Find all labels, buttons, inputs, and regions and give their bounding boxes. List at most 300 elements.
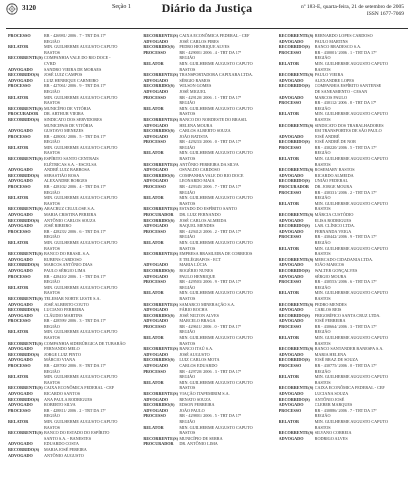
field-value: RR - 428102/ 2006 . 4 - TRT DA 17ª <box>44 184 106 190</box>
field-label: ADVOGADO <box>278 217 304 223</box>
field-value: CVRD <box>44 60 56 66</box>
field-value: RR - 430442/ 2006 . 9 - TRT DA 17ª <box>314 234 377 240</box>
field-value: CARLOS REIS <box>314 307 342 313</box>
field-value: LUIZ CARLOS MOTA <box>179 357 220 363</box>
field-value: SINDICATO DOS TRABALHADORES <box>314 122 384 128</box>
field-value: RR - 429611/ 2006 . 0 - TRT DA 17ª <box>179 323 241 329</box>
field-value: MIN. GUILHERME AUGUSTO CAPUTO <box>44 44 118 50</box>
case-entry-line <box>143 441 272 447</box>
field-label: PROCESSO <box>278 279 302 285</box>
field-value: TRANSPORTADORA CAPIXABA LTDA. <box>179 72 253 78</box>
field-value: BASTOS <box>314 340 331 346</box>
field-label: RECORRENTE(S) <box>8 385 43 391</box>
field-label: RECORRENTE(S) <box>278 72 314 78</box>
field-label: ADVOGADO <box>143 363 169 369</box>
field-label: PROCESSO <box>278 234 302 240</box>
field-value: BASTOS <box>314 251 331 257</box>
field-label: ADVOGADO <box>278 133 304 139</box>
field-label: RECORRENTE(S) <box>278 430 314 436</box>
field-value: FRIGORÍFICO SANTA CRUZ LTDA. <box>314 312 381 318</box>
field-label: RECORRENTE(S) <box>8 55 43 61</box>
field-label: ADVOGADO <box>143 178 169 184</box>
field-value: MIN. GUILHERME AUGUSTO CAPUTO <box>314 374 389 380</box>
field-value: WILSON GOMES <box>179 83 212 89</box>
field-value: MIN. GUILHERME AUGUSTO CAPUTO <box>44 144 118 150</box>
field-value: EM TRANSPORTES DE SÃO PAULO <box>314 128 382 134</box>
field-label: RECORRENTE(S) <box>278 256 314 262</box>
field-label: RECORRIDO(S) <box>278 312 310 318</box>
field-value: JORGE LUIZ PINTO <box>44 351 81 357</box>
field-value: CLÁUDIO MARTINS <box>44 312 83 318</box>
field-value: BASTOS <box>44 379 60 385</box>
field-value: REGIÃO <box>44 279 60 285</box>
field-label: ADVOGADO <box>143 307 169 313</box>
field-value: BASTOS <box>44 335 60 341</box>
field-label: RELATOR <box>143 290 164 296</box>
field-value: BASTOS <box>314 161 331 167</box>
field-value: ARACRUZ CELULOSE S.A. <box>44 206 95 212</box>
field-label: PROCESSO <box>278 49 302 55</box>
field-value: RR - 430886/ 2006 . 7 - TRT DA 17ª <box>314 407 377 413</box>
field-value: MIN. GUILHERME AUGUSTO CAPUTO <box>179 379 253 385</box>
field-value: MIN. GUILHERME AUGUSTO CAPUTO <box>179 150 253 156</box>
field-value: EDUARDO COSTA <box>44 441 79 447</box>
field-value: MIN. GUILHERME AUGUSTO CAPUTO <box>314 156 389 162</box>
field-label: RECORRIDO(S) <box>278 357 310 363</box>
field-value: PEDRO MENDES <box>314 301 347 307</box>
issn: ISSN 1677-7069 <box>366 11 404 17</box>
field-value: REGIÃO <box>179 234 196 240</box>
field-label: RECORRENTE(S) <box>278 346 314 352</box>
issue-meta <box>301 4 404 18</box>
field-label: RELATOR <box>278 418 299 424</box>
field-value: REGIÃO <box>44 323 60 329</box>
columns-container <box>8 33 408 496</box>
field-label: PROCESSO <box>143 413 166 419</box>
issue-info: nº 183-E, quarta-feira, 21 de setembro de 2005 <box>301 4 404 10</box>
field-value: FÁBIO ROCHA <box>179 307 208 313</box>
field-label: RELATOR <box>8 195 29 201</box>
field-value: EMPRESA BRASILEIRA DE CORREIOS <box>179 251 253 257</box>
field-value: JOSÉ MIGUEL <box>179 88 207 94</box>
field-value: RR - 430664/ 2006 . 3 - TRT DA 17ª <box>314 323 377 329</box>
field-label: ADVOGADO <box>8 77 33 83</box>
field-label: PROCESSO <box>278 100 302 106</box>
field-value: BASTOS <box>314 379 331 385</box>
field-value: BANCO DO ESTADO DO ESPÍRITO <box>44 430 110 436</box>
field-label: RELATOR <box>143 150 164 156</box>
field-label: ADVOGADO <box>143 273 169 279</box>
field-value: RR - 430112/ 2006 . 8 - TRT DA 17ª <box>314 100 377 106</box>
field-value: SANTO S.A. - BANESTES <box>44 435 92 441</box>
field-label: PROCESSO <box>143 94 166 100</box>
field-value: COMPANHIA VALE DO RIO DOCE - <box>44 55 111 61</box>
field-value: REGIÃO <box>44 88 60 94</box>
field-value: REGIÃO <box>179 144 196 150</box>
field-value: LEONARDO MAIA <box>179 178 215 184</box>
field-value: REGIÃO <box>314 55 331 61</box>
field-value: BANCO DO BRASIL S.A. <box>44 251 91 257</box>
field-label: RECORRENTE(S) <box>278 301 314 307</box>
field-value: RR - 428001/ 2006 . 5 - TRT DA 17ª <box>44 133 106 139</box>
field-value: MIN. GUILHERME AUGUSTO CAPUTO <box>314 60 389 66</box>
field-label: RECORRIDO(S) <box>8 262 40 268</box>
field-value: ROBERTO SILVA <box>44 402 76 408</box>
field-label: ADVOGADO <box>8 223 33 229</box>
field-label: PROCESSO <box>8 273 31 279</box>
page-number: 3120 <box>22 4 36 12</box>
field-value: ANA PAULA RODRIGUES <box>44 396 93 402</box>
field-value: SILVANO CORREIA <box>314 430 352 436</box>
field-label: RECORRENTE(S) <box>8 105 43 111</box>
field-label: RECORRENTE(S) <box>278 122 314 128</box>
field-label: ADVOGADO <box>8 346 33 352</box>
field-value: PAULO MARTINS <box>314 38 348 44</box>
field-label: ADVOGADO <box>278 228 304 234</box>
field-label: ADVOGADO <box>278 262 304 268</box>
field-label: ADVOGADO <box>8 267 33 273</box>
field-value: MUNICIPAIS DE VITÓRIA <box>44 122 93 128</box>
field-label: ADVOGADO <box>8 212 33 217</box>
field-label: RECORRIDO(S) <box>8 446 40 452</box>
field-label: RELATOR <box>8 284 29 290</box>
field-value: LUCIANA SOUZA <box>314 391 349 396</box>
field-label: RECORRIDO(S) <box>8 172 40 178</box>
field-value: BASTOS <box>314 66 331 72</box>
section-label: Seção 1 <box>112 4 131 10</box>
field-label: ADVOGADO <box>143 167 169 173</box>
field-value: COMPANHIA ESPÍRITO SANTENSE <box>314 83 382 89</box>
field-value: MIN. GUILHERME AUGUSTO CAPUTO <box>179 239 253 245</box>
field-label: ADVOGADO <box>143 318 169 324</box>
field-value: REGIÃO <box>314 239 331 245</box>
case-entry-line <box>279 436 408 442</box>
text-column-1 <box>8 33 137 496</box>
field-label: RELATOR <box>278 374 299 380</box>
field-value: RAQUEL MENDES <box>179 223 215 229</box>
field-value: REGIÃO <box>179 55 196 61</box>
field-value: JOSÉ RIBEIRO <box>44 223 72 229</box>
field-label: RECORRENTE(S) <box>143 301 178 307</box>
field-label: PROCESSO <box>143 228 166 234</box>
field-value: BANCO DO NORDESTE DO BRASIL <box>179 116 248 122</box>
field-value: BASTOS <box>179 385 196 391</box>
field-value: CLEBER MARQUES <box>314 402 353 408</box>
field-label: RECORRENTE(S) <box>143 116 178 122</box>
field-label: ADVOGADO <box>143 223 169 229</box>
field-label: RECORRENTE(S) <box>8 251 43 257</box>
field-label: RECORRENTE(S) <box>143 251 178 257</box>
field-value: REGIÃO <box>179 189 196 195</box>
field-value: ELISA RODRIGUES <box>314 217 352 223</box>
field-value: REGIÃO <box>314 195 331 201</box>
field-value: MERCADO CIDADANIA LTDA. <box>314 256 374 262</box>
field-value: MIN. GUILHERME AUGUSTO CAPUTO <box>44 418 118 424</box>
field-label: RELATOR <box>143 195 164 201</box>
field-label: PROCESSO <box>278 189 302 195</box>
field-value: RR - 429412/ 2006 . 2 - TRT DA 17ª <box>179 228 242 234</box>
field-value: MIN. GUILHERME AUGUSTO CAPUTO <box>179 424 253 430</box>
field-label: RELATOR <box>278 335 299 341</box>
field-value: RR - 430553/ 2006 . 6 - TRT DA 17ª <box>314 279 377 285</box>
field-value: REGIÃO <box>44 234 60 240</box>
field-label: ADVOGADO <box>8 391 33 396</box>
field-value: ESTADO DO ESPÍRITO SANTO <box>179 206 237 212</box>
field-label: RELATOR <box>143 424 164 430</box>
field-value: REGIÃO <box>179 418 196 424</box>
field-value: BASTOS <box>179 430 196 436</box>
field-label: ADVOGADO <box>143 88 169 94</box>
field-label: ADVOGADO <box>143 38 169 44</box>
field-value: DR. JORGE MOURA <box>314 184 353 190</box>
field-label: PROCESSO <box>143 279 166 285</box>
field-label: RECORRIDO(S) <box>278 396 310 402</box>
field-value: MIN. GUILHERME AUGUSTO CAPUTO <box>179 105 253 111</box>
field-value: ESPÍRITO SANTO CENTRAIS <box>44 156 99 162</box>
field-label: PROCESSO <box>8 133 31 139</box>
field-value: PAULO SÉRGIO LIMA <box>44 267 86 273</box>
field-label: RECORRENTE(S) <box>143 435 178 441</box>
field-value: MARCELO BRAGA <box>179 318 216 324</box>
field-value: MARCOS ANTÔNIO DIAS <box>44 262 93 268</box>
field-value: JOSÉ FERREIRA <box>314 318 346 324</box>
field-value: JOSÉ NILTON ALVES <box>179 312 219 318</box>
field-value: RR - 426981/ 2006 . 7 - TRT DA 17ª <box>44 33 106 38</box>
field-value: COMPANHIA VALE DO RIO DOCE <box>179 172 244 178</box>
field-value: RR - 430001/ 2006 . 1 - TRT DA 17ª <box>314 49 377 55</box>
field-value: BASTOS <box>314 206 331 212</box>
field-value: SANDRO VIEIRA DE MORAES <box>44 66 102 72</box>
field-label: RECORRENTE(S) <box>8 295 43 301</box>
field-label: ADVOGADO <box>278 273 304 279</box>
field-value: ANDRÉ LUIZ BARBOSA <box>44 167 90 173</box>
field-value: MIN. GUILHERME AUGUSTO CAPUTO <box>314 245 389 251</box>
field-label: RECORRIDO(S) <box>8 351 40 357</box>
field-value: MIN. GUILHERME AUGUSTO CAPUTO <box>179 335 253 341</box>
field-value: REGIÃO <box>44 139 60 145</box>
field-label: RECORRENTE(S) <box>278 212 314 217</box>
field-value: RUBENS CARDOSO <box>44 256 82 262</box>
field-value: PAULO HENRIQUE <box>179 273 216 279</box>
field-value: RR - 428599/ 2006 . 3 - TRT DA 17ª <box>44 318 106 324</box>
field-value: BANCO ITAÚ S.A. <box>179 346 214 352</box>
field-value: REGIÃO <box>44 413 60 419</box>
field-label: RECORRIDO(S) <box>143 44 175 50</box>
field-label: PROCESSO <box>143 139 166 145</box>
field-value: BERNARDO LOPES CARDOSO <box>314 33 373 38</box>
field-value: JOÃO MARCOS <box>314 262 345 268</box>
field-value: FERNANDA VEIGA <box>314 228 352 234</box>
field-label: RECORRIDO(S) <box>143 402 175 408</box>
field-value: DR. ANTÔNIO LIMA <box>179 441 218 447</box>
field-label: RECORRENTE(S) <box>278 167 314 173</box>
field-value: BASTOS <box>314 295 331 301</box>
field-value: REGIÃO <box>179 374 196 380</box>
field-label: RECORRIDO(S) <box>143 217 175 223</box>
field-value: JOÃO BATISTA <box>179 133 208 139</box>
field-label: ADVOGADO <box>8 452 33 458</box>
field-value: BASTOS <box>44 424 60 430</box>
field-label: ADVOGADO <box>8 301 33 307</box>
field-value: ANTÔNIO JOSÉ <box>314 396 345 402</box>
field-label: ADVOGADO <box>278 77 304 83</box>
field-label: RECORRIDO(S) <box>8 307 40 313</box>
field-value: RR - 429233/ 2006 . 0 - TRT DA 17ª <box>179 139 242 145</box>
field-value: MIN. GUILHERME AUGUSTO CAPUTO <box>44 329 118 335</box>
field-value: RICARDO SANTOS <box>44 391 81 396</box>
field-value: BASTOS <box>179 200 196 206</box>
field-value: LUCIANO FERREIRA <box>44 307 85 313</box>
field-value: PAULO VIEIRA <box>314 72 344 78</box>
field-label: PROCESSO <box>143 323 166 329</box>
field-value: RR - 430331/ 2006 . 2 - TRT DA 17ª <box>314 189 377 195</box>
field-value: RR - 429120/ 2006 . 1 - TRT DA 17ª <box>179 94 242 100</box>
field-label: ADVOGADO <box>278 391 304 396</box>
field-label: RECORRIDO(S) <box>8 116 40 122</box>
field-value: MIN. GUILHERME AUGUSTO CAPUTO <box>44 239 118 245</box>
field-label: ADVOGADO <box>143 122 169 128</box>
field-label: RECORRIDO(S) <box>278 223 310 229</box>
field-label: RECORRENTE(S) <box>278 385 314 391</box>
field-value: REGIÃO <box>314 329 331 335</box>
field-label: PROCESSO <box>278 323 302 329</box>
field-value: MIN. GUILHERME AUGUSTO CAPUTO <box>314 335 389 341</box>
field-value: RODRIGO ALVES <box>314 435 348 441</box>
field-value: BASTOS <box>44 150 60 156</box>
field-value: ROSEMARY BASTOS <box>314 167 355 173</box>
field-value: MÁRCIA CUSTÓDIO <box>314 212 354 217</box>
field-value: REGIÃO <box>314 368 331 374</box>
field-label: RELATOR <box>143 379 164 385</box>
field-label: RECORRIDO(S) <box>8 217 40 223</box>
field-value: MARCOS PAULO <box>314 94 347 100</box>
field-label: RECORRIDO(S) <box>143 83 175 89</box>
field-label: ADVOGADO <box>278 307 304 313</box>
field-value: BASTOS <box>314 424 331 430</box>
field-value: JOSÉ CARLOS PIRES <box>179 38 219 44</box>
field-value: ALEXANDRE LOPES <box>314 77 355 83</box>
field-value: MIN. GUILHERME AUGUSTO CAPUTO <box>44 374 118 380</box>
field-label: PROCESSO <box>8 184 31 190</box>
field-label: ADVOGADO <box>278 402 304 408</box>
field-label: ADVOGADO <box>143 351 169 357</box>
field-label: PROCESSO <box>8 33 31 38</box>
field-label: PROCESSO <box>278 144 302 150</box>
field-label: ADVOGADO <box>278 172 304 178</box>
field-value: DE SANEAMENTO - CESAN <box>314 88 368 94</box>
field-label: RECORRIDO(S) <box>278 139 310 145</box>
field-label: RECORRENTE(S) <box>8 430 43 436</box>
field-label: ADVOGADO <box>8 256 33 262</box>
field-value: MUNICÍPIO DE VITÓRIA <box>44 105 91 111</box>
field-value: RR - 430775/ 2006 . 0 - TRT DA 17ª <box>314 363 377 369</box>
field-label: RECORRIDO(S) <box>143 357 175 363</box>
field-label: PROCESSO <box>143 184 166 190</box>
field-label: RECORRENTE(S) <box>278 33 314 38</box>
field-value: BASTOS <box>44 290 60 296</box>
field-label: ADVOGADO <box>8 66 33 72</box>
field-value: JOSÉ LUIZ CAMPOS <box>44 72 83 78</box>
field-label: RELATOR <box>278 111 299 117</box>
field-value: RR - 428811/ 2006 . 2 - TRT DA 17ª <box>44 407 106 413</box>
field-value: BASTOS <box>314 116 331 122</box>
field-label: PROCURADOR <box>143 441 174 447</box>
field-value: MIN. GUILHERME AUGUSTO CAPUTO <box>44 94 118 100</box>
field-label: RELATOR <box>8 329 29 335</box>
field-value: GUSTAVO MENEZES <box>44 128 84 134</box>
field-value: BASTOS <box>44 200 60 206</box>
field-value: LUIZ HENRIQUE CARNEIRO <box>44 77 99 83</box>
field-value: SÉRGIO MOURA <box>314 273 347 279</box>
field-label: RELATOR <box>8 94 29 100</box>
text-column-2 <box>143 33 272 496</box>
field-value: RICARDO ALMEIDA <box>314 172 354 178</box>
field-value: CAIXA ECONÔMICA FEDERAL - CEF <box>179 33 250 38</box>
field-value: EDSON FERREIRA <box>179 402 215 408</box>
field-label: PROCURADOR <box>143 212 174 217</box>
field-value: MARIA HELENA <box>314 351 347 357</box>
field-label: RECORRIDO(S) <box>278 178 310 184</box>
field-value: BANCO SANTANDER BANESPA S.A. <box>314 346 384 352</box>
field-label: ADVOGADO <box>8 441 33 447</box>
field-value: JOÃO PAULO <box>179 407 205 413</box>
field-value: ELÉTRICAS S.A. - ESCELSA <box>44 161 97 167</box>
field-label: RELATOR <box>278 290 299 296</box>
field-label: RECORRENTE(S) <box>8 206 43 212</box>
field-value: ANTÔNIO CARLOS SOUZA <box>44 217 96 223</box>
field-label: RECORRENTE(S) <box>143 72 178 78</box>
field-label: ADVOGADO <box>143 396 169 402</box>
field-label: RELATOR <box>8 44 29 50</box>
field-label: ADVOGADO <box>143 262 169 268</box>
field-label: PROCESSO <box>143 49 166 55</box>
journal-title: Diário da Justiça <box>161 1 253 15</box>
field-label: ADVOGADO <box>8 357 33 363</box>
field-value: MIN. GUILHERME AUGUSTO CAPUTO <box>179 195 253 201</box>
field-label: RECORRENTE(S) <box>143 391 178 396</box>
field-value: BASTOS <box>179 111 196 117</box>
field-value: BASTOS <box>179 156 196 162</box>
field-label: PROCESSO <box>8 318 31 324</box>
field-label: RELATOR <box>8 144 29 150</box>
field-value: MARIA LÚCIA <box>179 262 207 268</box>
field-label: RECORRIDO(S) <box>8 72 40 78</box>
field-value: MIN. GUILHERME AUGUSTO CAPUTO <box>314 418 389 424</box>
field-label: RELATOR <box>8 374 29 380</box>
field-value: SEBASTIÃO ROSA <box>44 172 80 178</box>
field-label: PROCESSO <box>8 407 31 413</box>
field-label: RELATOR <box>143 60 164 66</box>
field-label: RECORRIDO(S) <box>278 267 310 273</box>
field-label: ADVOGADO <box>8 178 33 184</box>
field-value: JOSÉ ALBERTO COUTO <box>44 301 89 307</box>
field-value: MIN. GUILHERME AUGUSTO CAPUTO <box>314 111 389 117</box>
field-value: REGIÃO <box>44 189 60 195</box>
field-value: BANCO BRADESCO S.A. <box>314 44 362 50</box>
field-value: OSVALDO CARDOSO <box>179 167 220 173</box>
field-label: PROCESSO <box>278 407 302 413</box>
field-value: REGIÃO <box>314 105 331 111</box>
field-value: CARLOS ALBERTO SOUZA <box>179 128 231 134</box>
field-value: MIN. GUILHERME AUGUSTO CAPUTO <box>44 284 118 290</box>
field-label: ADVOGADO <box>278 435 304 441</box>
field-value: FERNANDO MELO <box>44 346 80 352</box>
field-value: RENATO SOUZA <box>179 396 211 402</box>
field-label: RECORRENTE(S) <box>143 161 178 167</box>
field-label: RECORRIDO(S) <box>278 83 310 89</box>
field-label: RECORRIDO(S) <box>143 312 175 318</box>
field-value: DR. LUIZ FERNANDO <box>179 212 221 217</box>
